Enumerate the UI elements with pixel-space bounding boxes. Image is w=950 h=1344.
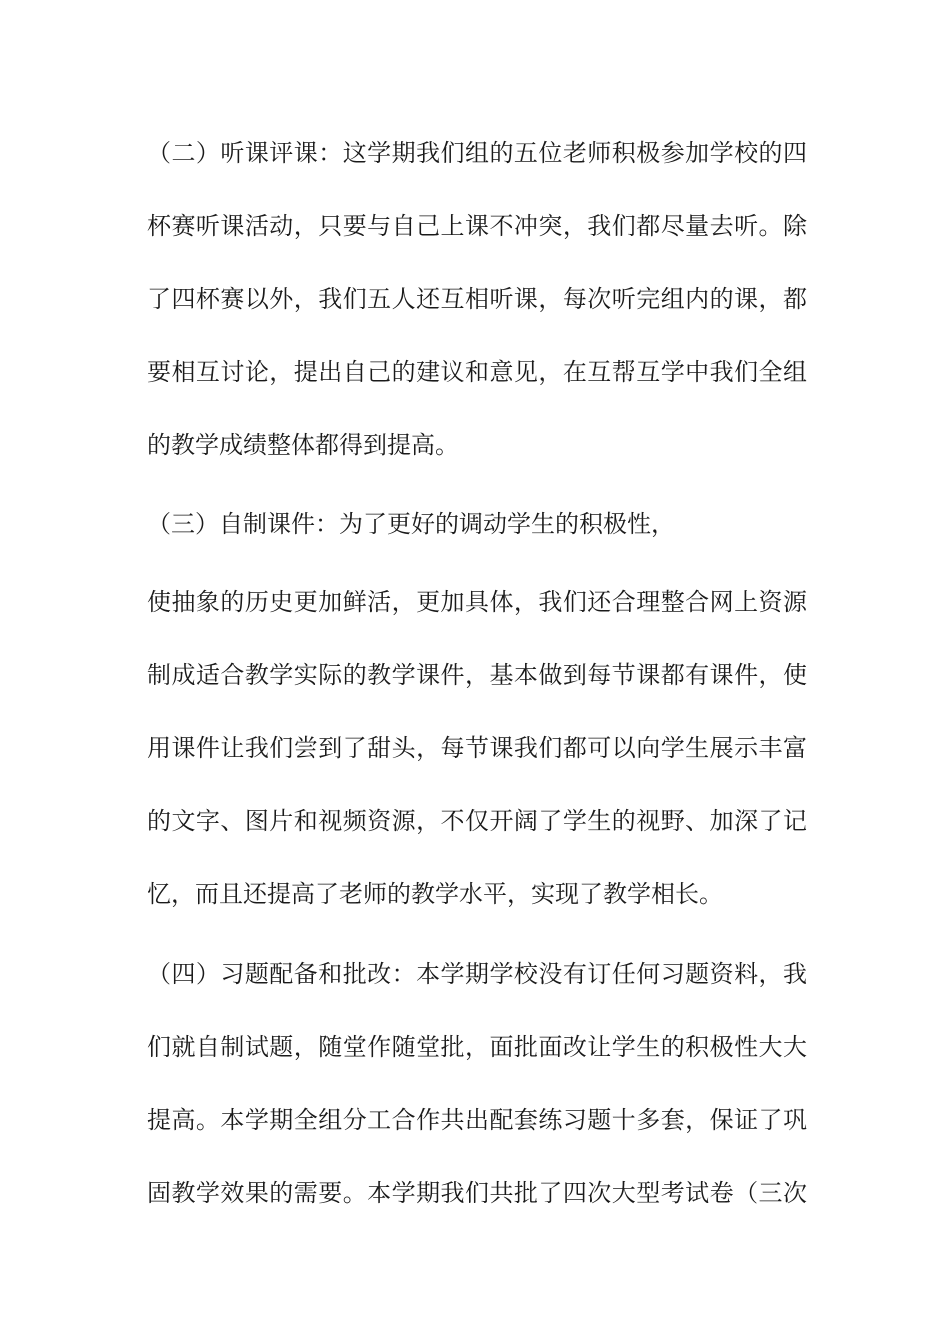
text-line: 了四杯赛以外，我们五人还互相听课，每次听完组内的课，都: [147, 285, 807, 313]
text-line: 的文字、图片和视频资源，不仅开阔了学生的视野、加深了记: [147, 807, 807, 835]
text-line: 要相互讨论，提出自己的建议和意见，在互帮互学中我们全组: [147, 358, 807, 386]
text-line: 忆，而且还提高了老师的教学水平，实现了教学相长。: [147, 880, 723, 908]
text-line: （四）习题配备和批改：本学期学校没有订任何习题资料，我: [147, 960, 807, 988]
text-line: 使抽象的历史更加鲜活，更加具体，我们还合理整合网上资源: [147, 588, 807, 616]
text-line: 用课件让我们尝到了甜头，每节课我们都可以向学生展示丰富: [147, 734, 807, 762]
text-line: （三）自制课件：为了更好的调动学生的积极性，: [147, 510, 675, 538]
text-line: 们就自制试题，随堂作随堂批，面批面改让学生的积极性大大: [147, 1033, 807, 1061]
text-line: 杯赛听课活动，只要与自己上课不冲突，我们都尽量去听。除: [147, 212, 807, 240]
text-line: （二）听课评课：这学期我们组的五位老师积极参加学校的四: [147, 139, 807, 167]
text-line: 提高。本学期全组分工合作共出配套练习题十多套，保证了巩: [147, 1106, 807, 1134]
text-line: 制成适合教学实际的教学课件，基本做到每节课都有课件，使: [147, 661, 807, 689]
text-line: 的教学成绩整体都得到提高。: [147, 431, 459, 459]
text-line: 固教学效果的需要。本学期我们共批了四次大型考试卷（三次: [147, 1179, 807, 1207]
